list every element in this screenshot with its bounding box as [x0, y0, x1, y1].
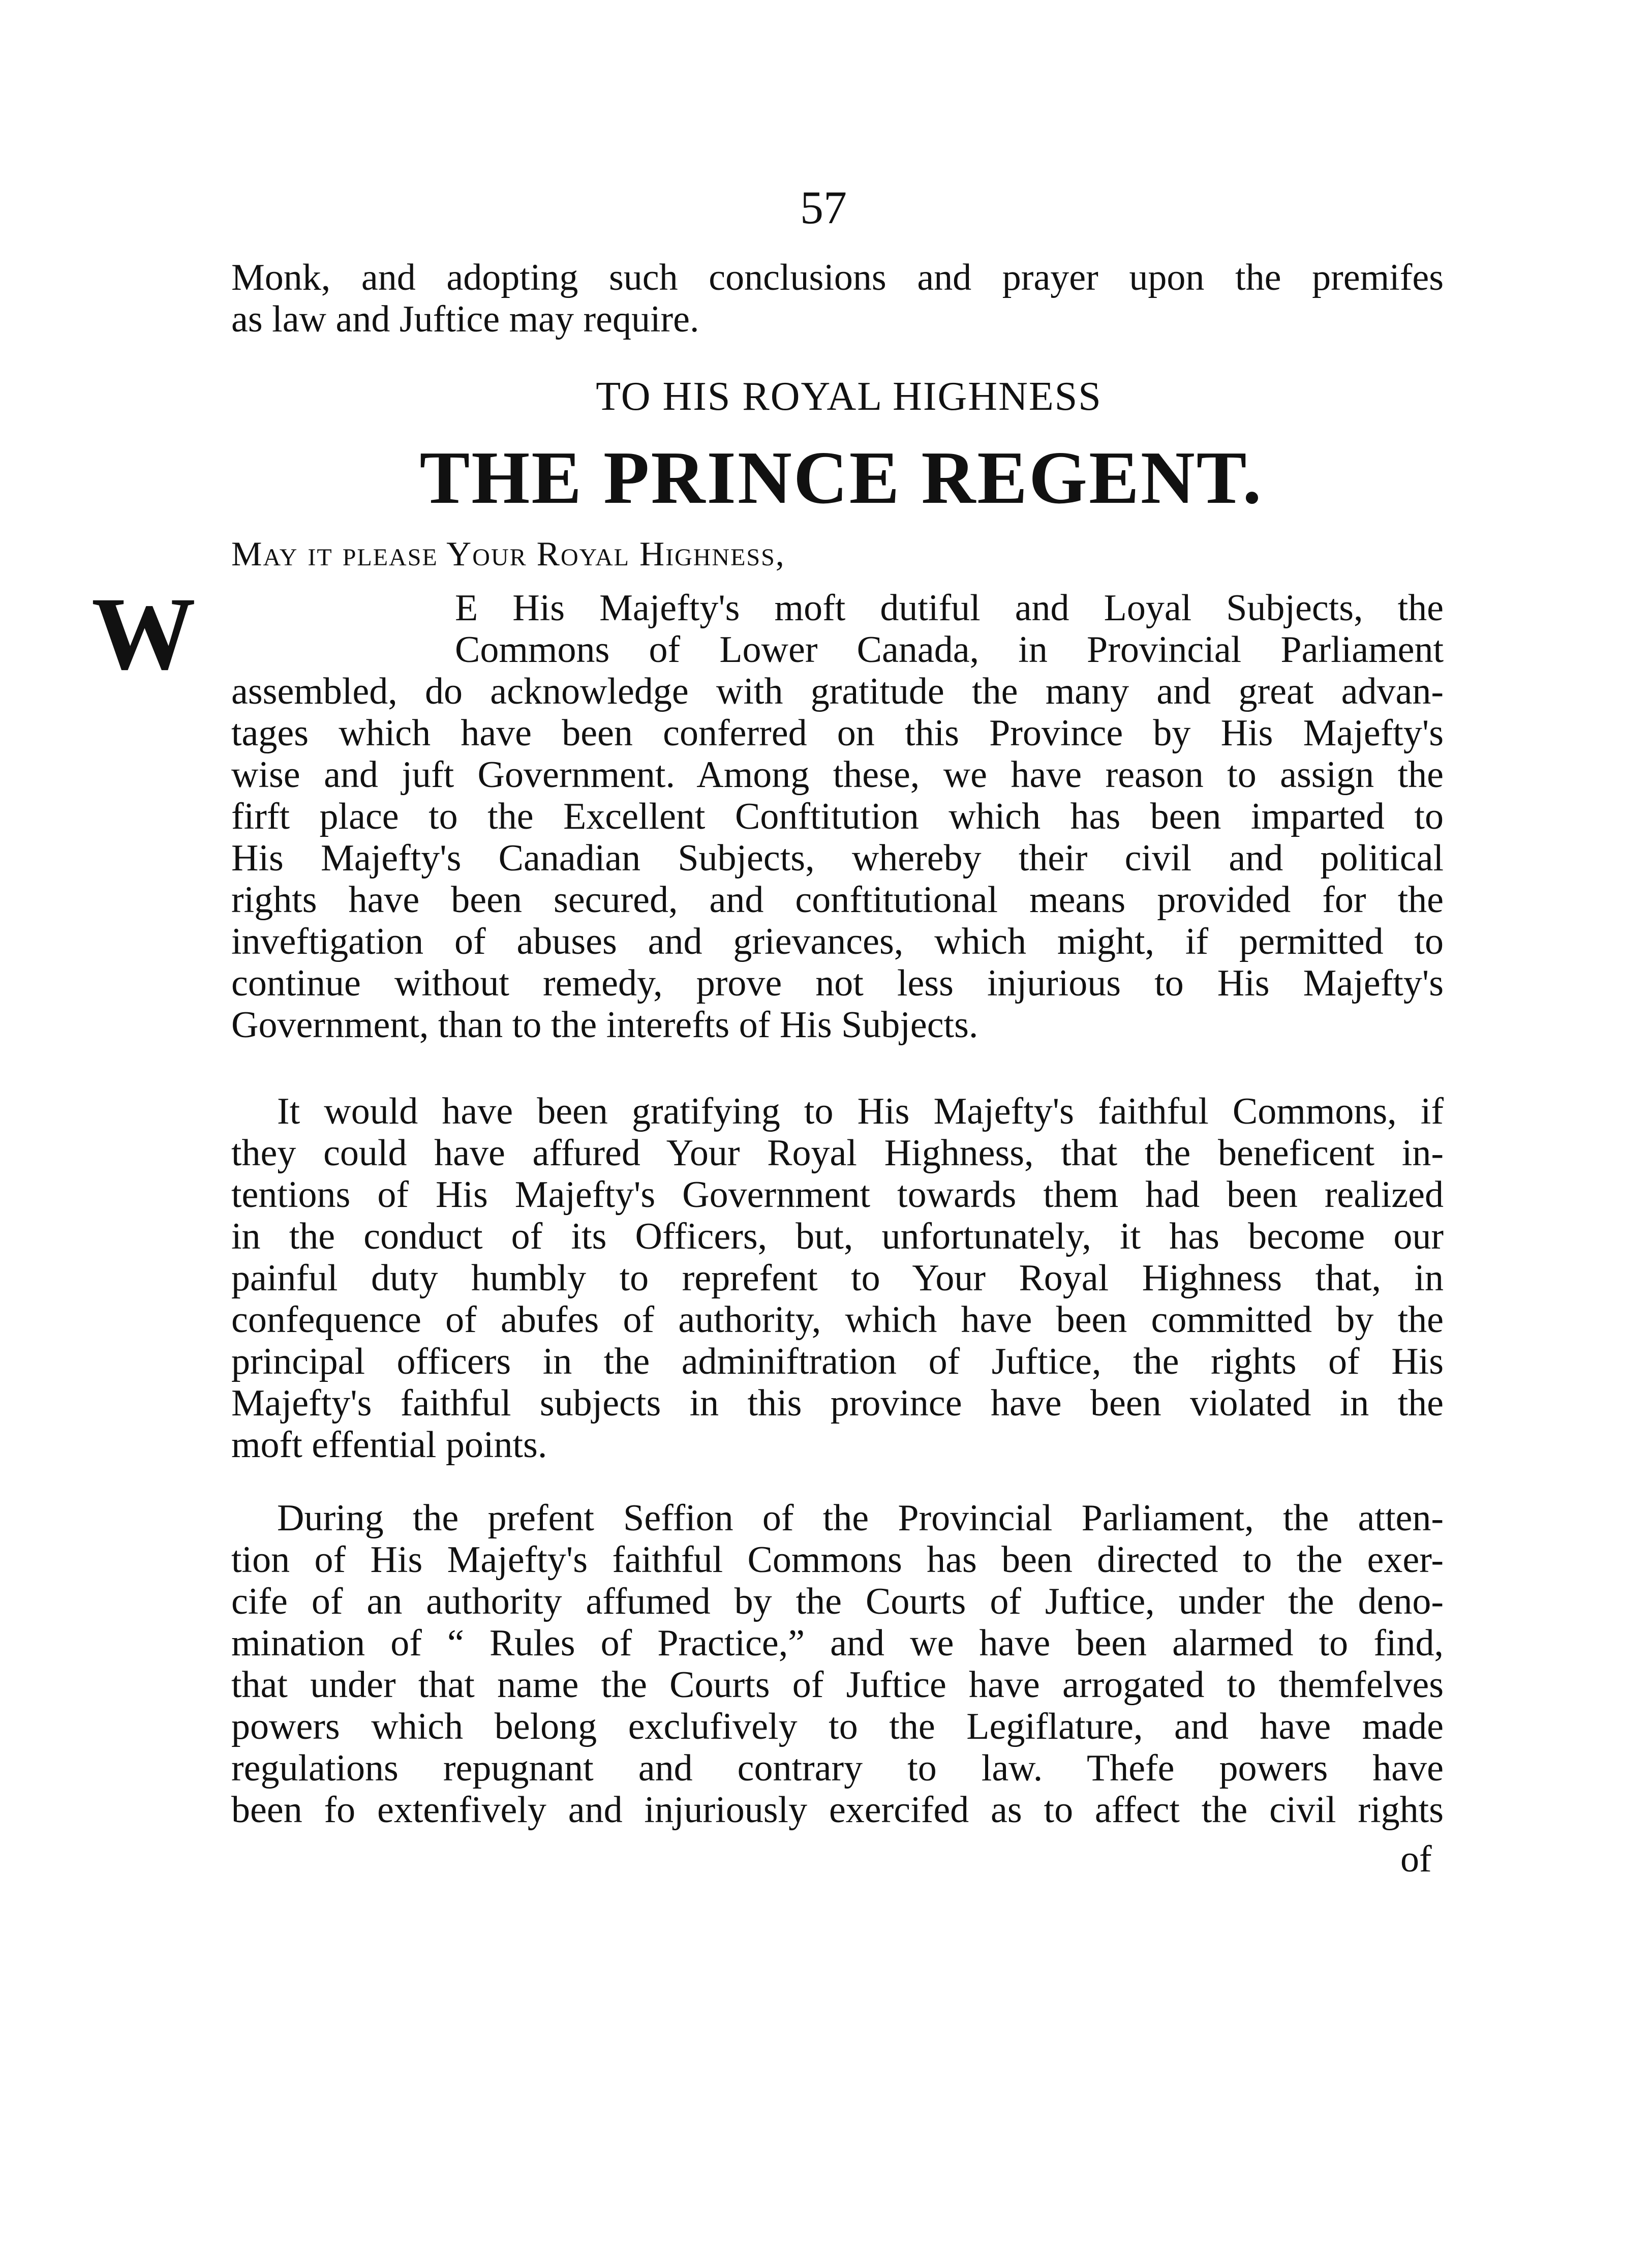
address-line-1: TO HIS ROYAL HIGHNESS: [596, 374, 1102, 419]
text-line: continue without remedy, prove not less injurious to His Majefty's: [231, 962, 1444, 1004]
text-line: regulations repugnant and contrary to law. Thefe powers have: [231, 1747, 1444, 1789]
text-line: mination of “ Rules of Practice,” and we have been alarmed to find,: [231, 1622, 1444, 1664]
text-line: tentions of His Majefty's Government towards them had been realized: [231, 1174, 1444, 1216]
paragraph-3: [231, 1497, 1444, 1831]
salutation: May it please Your Royal Highness,: [231, 534, 785, 573]
text-line: His Majefty's Canadian Subjects, whereby their civil and political: [231, 837, 1444, 879]
text-line: It would have been gratifying to His Majefty's faithful Commons, if: [277, 1091, 1444, 1132]
paragraph-2: [231, 1091, 1444, 1466]
text-line: firft place to the Excellent Conftitution which has been imparted to: [231, 796, 1444, 837]
text-line: that under that name the Courts of Juftice have arrogated to themfelves: [231, 1664, 1444, 1706]
text-line: in the conduct of its Officers, but, unfortunately, it has become our: [231, 1216, 1444, 1257]
catchword: of: [1400, 1838, 1432, 1880]
text-line: as law and Juftice may require.: [231, 298, 699, 340]
text-line: Commons of Lower Canada, in Provincial Parliament: [455, 629, 1444, 671]
text-line: rights have been secured, and conftitutional means provided for the: [231, 879, 1444, 921]
text-line: tages which have been conferred on this Province by His Majefty's: [231, 712, 1444, 754]
text-line: cife of an authority affumed by the Courts of Juftice, under the deno-: [231, 1581, 1444, 1622]
drop-cap: W: [91, 576, 196, 691]
page-number: 57: [800, 182, 847, 233]
text-line: been fo extenfively and injuriously exercifed as to affect the civil rights: [231, 1789, 1444, 1831]
text-line: powers which belong exclufively to the Legiflature, and have made: [231, 1706, 1444, 1747]
continuation-text: [231, 257, 1444, 340]
address-title: THE PRINCE REGENT.: [419, 436, 1263, 520]
text-line: wise and juft Government. Among these, we have reason to assign the: [231, 754, 1444, 796]
text-line: assembled, do acknowledge with gratitude the many and great advan-: [231, 671, 1444, 712]
text-line: Government, than to the interefts of His Subjects.: [231, 1004, 978, 1046]
paragraph-1: [231, 587, 1444, 1046]
text-line: painful duty humbly to reprefent to Your Royal Highness that, in: [231, 1257, 1444, 1299]
text-line: Monk, and adopting such conclusions and prayer upon the premifes: [231, 257, 1444, 298]
text-line: they could have affured Your Royal Highness, that the beneficent in-: [231, 1132, 1444, 1174]
text-line: confequence of abufes of authority, which have been committed by the: [231, 1299, 1444, 1341]
text-line: moft effential points.: [231, 1424, 547, 1466]
text-line: During the prefent Seffion of the Provincial Parliament, the atten-: [277, 1497, 1444, 1539]
text-line: E His Majefty's moft dutiful and Loyal Subjects, the: [455, 587, 1444, 629]
text-line: tion of His Majefty's faithful Commons has been directed to the exer-: [231, 1539, 1444, 1581]
text-line: Majefty's faithful subjects in this province have been violated in the: [231, 1382, 1444, 1424]
text-line: principal officers in the adminiftration of Juftice, the rights of His: [231, 1341, 1444, 1382]
text-line: inveftigation of abuses and grievances, which might, if permitted to: [231, 921, 1444, 962]
